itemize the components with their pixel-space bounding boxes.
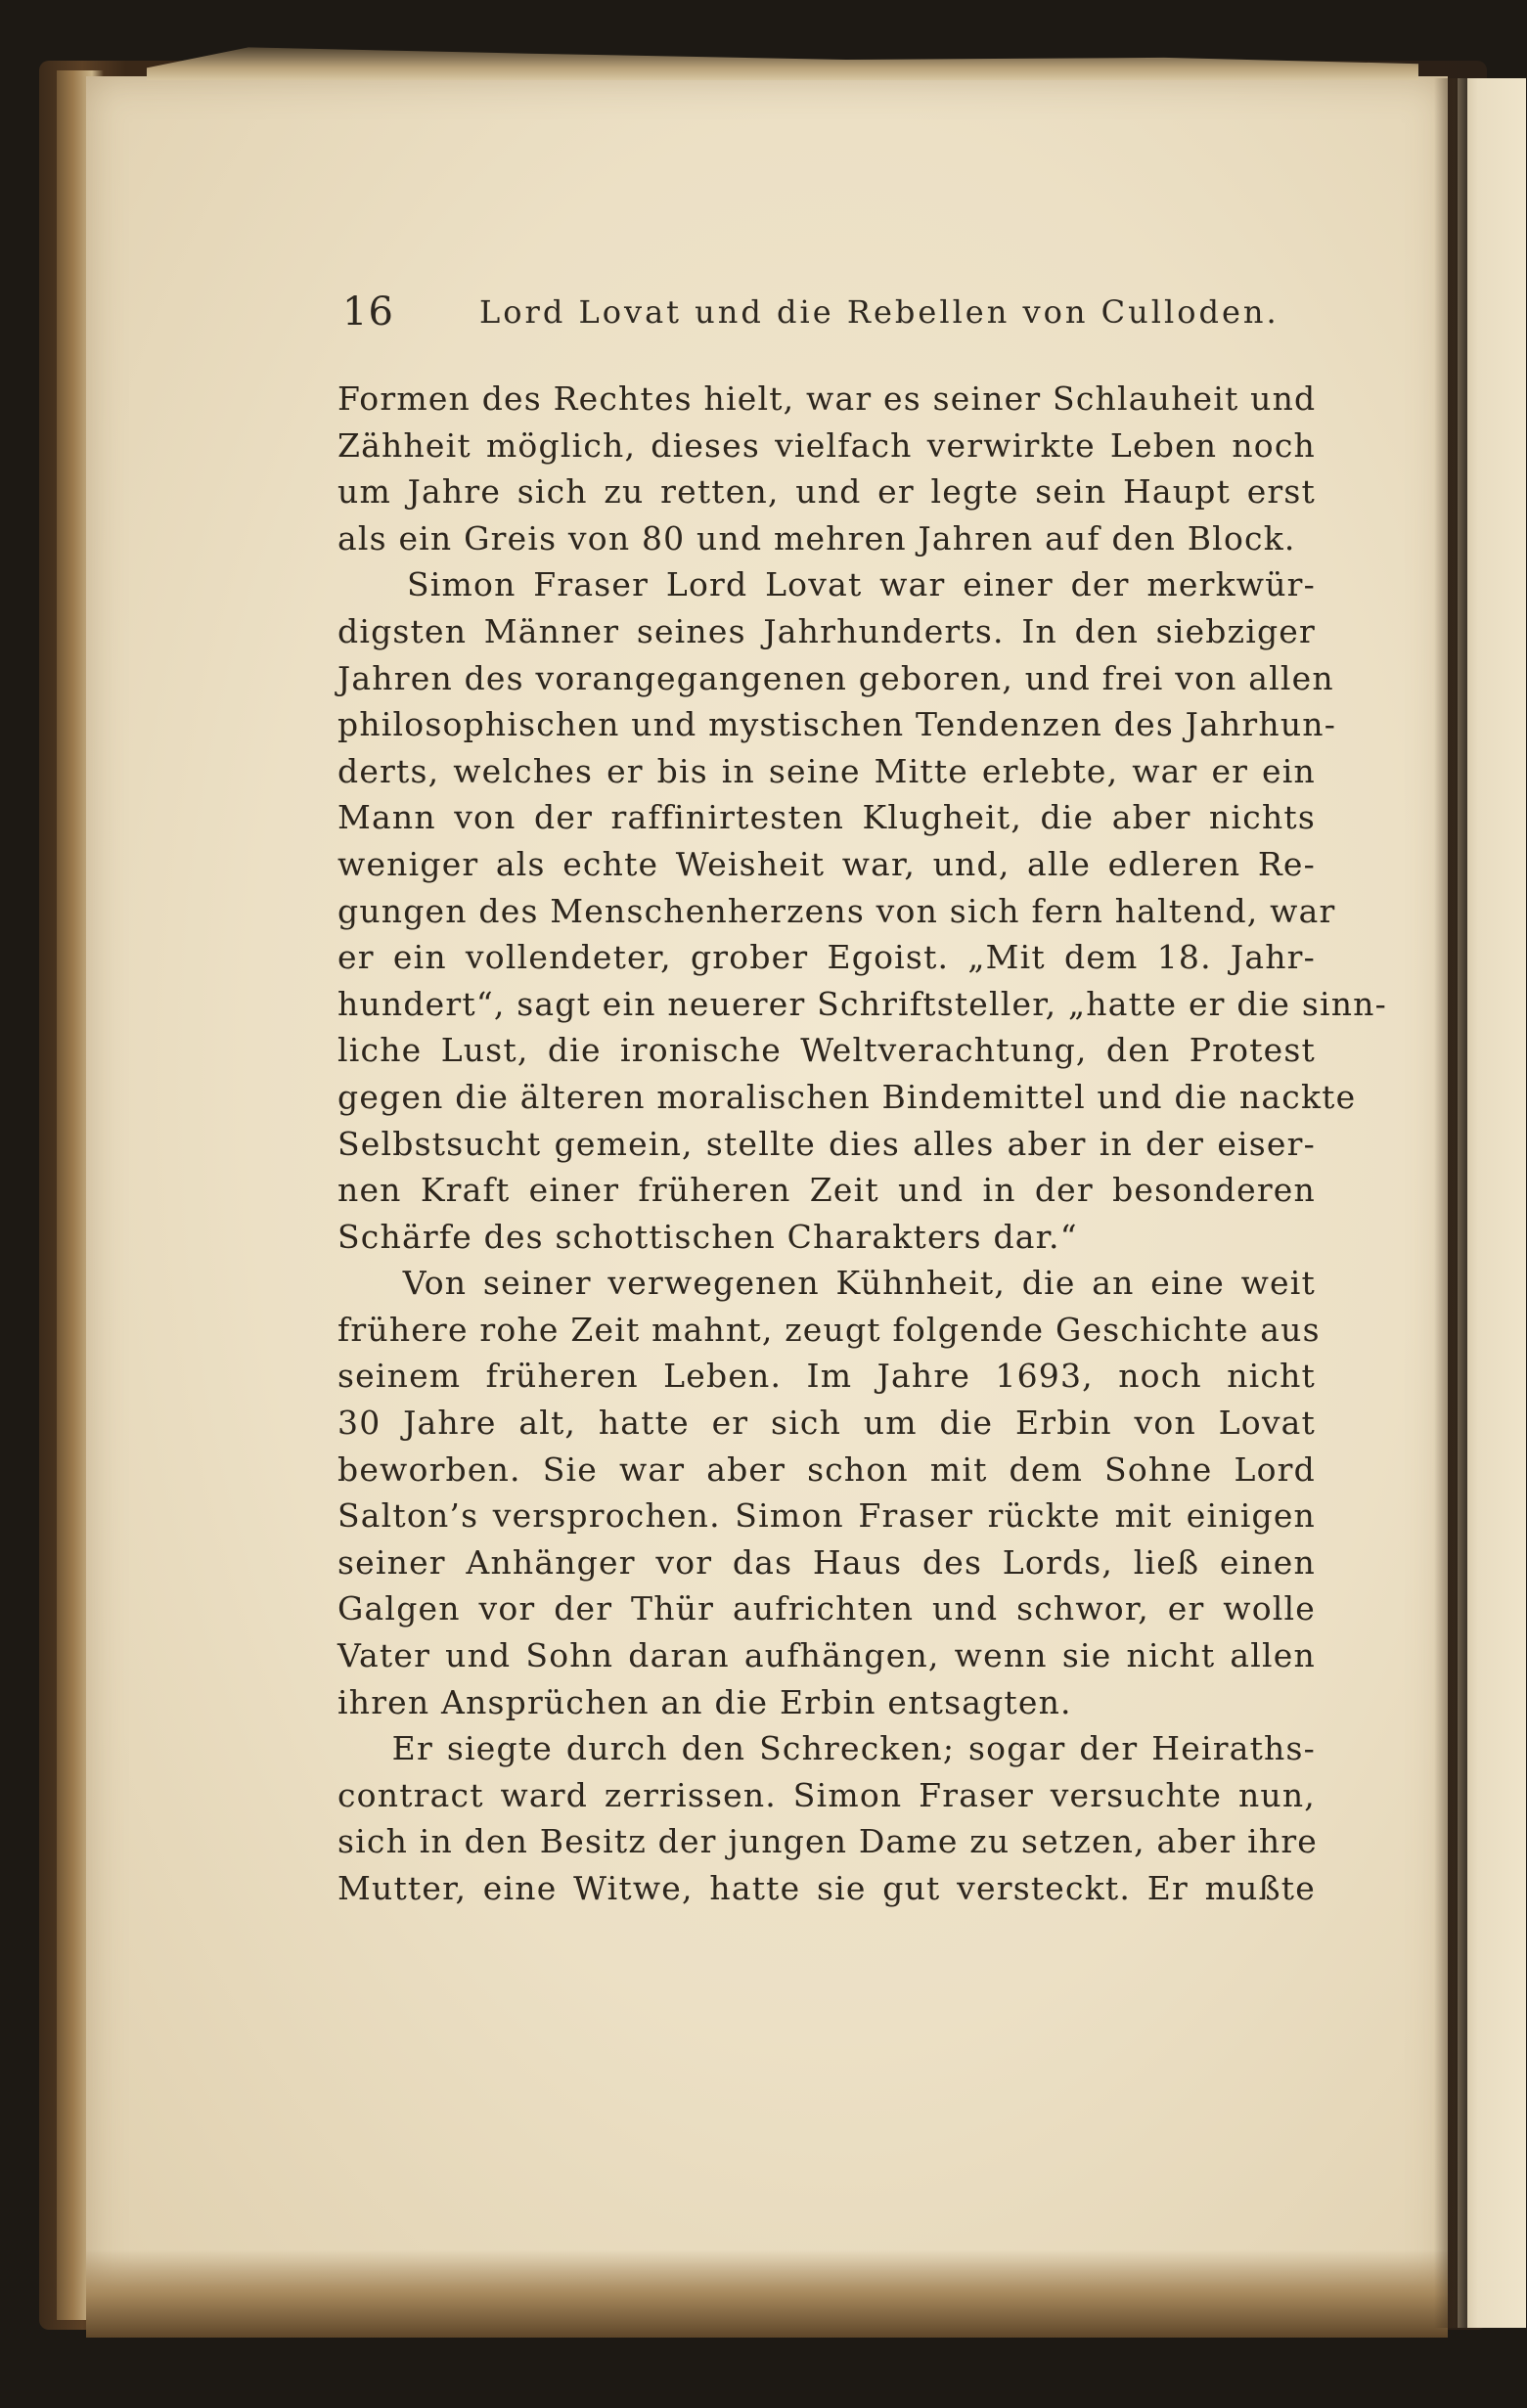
text-line: Mann von der raffinirtesten Klugheit, die aber nichts [337, 798, 1316, 837]
page-bottom-edge [86, 2250, 1448, 2338]
text-line: Selbstsucht gemein, stellte dies alles aber in der eiser- [337, 1124, 1316, 1163]
text-line: digsten Männer seines Jahrhunderts. In den siebziger [337, 611, 1316, 650]
gutter-shadow [1434, 78, 1467, 2328]
running-title: Lord Lovat und die Rebellen von Culloden. [479, 293, 1280, 331]
text-line: Salton’s versprochen. Simon Fraser rückte mit einigen [337, 1496, 1316, 1536]
text-line: derts, welches er bis in seine Mitte erlebte, war er ein [337, 751, 1316, 790]
text-line: philosophischen und mystischen Tendenzen des Jahrhun- [337, 705, 1337, 744]
text-line: nen Kraft einer früheren Zeit und in der besonderen [337, 1171, 1316, 1210]
text-line: als ein Greis von 80 und mehren Jahren auf den Block. [337, 518, 1296, 557]
text-line: seiner Anhänger vor das Haus des Lords, ließ einen [337, 1542, 1316, 1582]
text-line: Formen des Rechtes hielt, war es seiner Schlauheit und [337, 379, 1317, 418]
text-line: frühere rohe Zeit mahnt, zeugt folgende Geschichte aus [337, 1310, 1321, 1349]
text-line: contract ward zerrissen. Simon Fraser versuchte nun, [337, 1775, 1316, 1814]
text-line: seinem früheren Leben. Im Jahre 1693, noch nicht [337, 1357, 1316, 1396]
text-line: Von seiner verwegenen Kühnheit, die an eine weit [337, 1264, 1316, 1303]
page-top-edge [147, 39, 1418, 80]
text-line: gegen die älteren moralischen Bindemittel und die nackte [337, 1077, 1357, 1116]
text-line: liche Lust, die ironische Weltverachtung, den Protest [337, 1031, 1316, 1070]
page-header [342, 290, 1280, 352]
text-line: ihren Ansprüchen an die Erbin entsagten. [337, 1682, 1072, 1721]
text-line: Zähheit möglich, dieses vielfach verwirkte Leben noch [337, 425, 1316, 465]
text-line: Simon Fraser Lord Lovat war einer der merkwür- [337, 565, 1316, 604]
text-line: Vater und Sohn daran aufhängen, wenn sie nicht allen [337, 1636, 1316, 1675]
facing-page-edge [1458, 78, 1526, 2328]
text-line: hundert“, sagt ein neuerer Schriftsteller, „hatte er die sinn- [337, 984, 1387, 1023]
text-line: er ein vollendeter, grober Egoist. „Mit dem 18. Jahr- [337, 938, 1316, 977]
text-line: sich in den Besitz der jungen Dame zu setzen, aber ihre [337, 1822, 1319, 1861]
text-line: um Jahre sich zu retten, und er legte sein Haupt erst [337, 472, 1316, 512]
text-line: gungen des Menschenherzens von sich fern haltend, war [337, 891, 1336, 930]
text-line: Er siegte durch den Schrecken; sogar der Heiraths- [337, 1729, 1316, 1768]
body-text [337, 376, 1387, 1912]
page-number: 16 [342, 290, 394, 334]
text-line: Mutter, eine Witwe, hatte sie gut versteckt. Er mußte [337, 1869, 1316, 1907]
text-line: Galgen vor der Thür aufrichten und schwor, er wolle [337, 1589, 1316, 1628]
text-line: Schärfe des schottischen Charakters dar.“ [337, 1217, 1078, 1256]
text-line: 30 Jahre alt, hatte er sich um die Erbin von Lovat [337, 1404, 1316, 1443]
text-line: weniger als echte Weisheit war, und, alle edleren Re- [337, 844, 1316, 883]
text-line: beworben. Sie war aber schon mit dem Sohne Lord [337, 1449, 1316, 1489]
text-line: Jahren des vorangegangenen geboren, und frei von allen [337, 658, 1334, 697]
